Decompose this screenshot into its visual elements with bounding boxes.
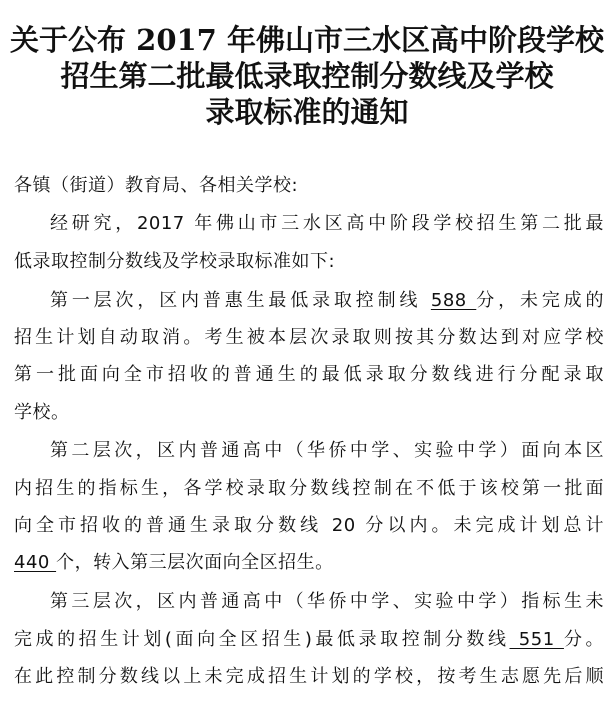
p3-line-3: 向全市招收的普通生录取分数线 20 分以内。未完成计划总计 (14, 515, 604, 536)
title-line-1: 关于公布 2017 年佛山市三水区高中阶段学校 (10, 23, 604, 57)
p2-line-2: 招生计划自动取消。考生被本层次录取则按其分数达到对应学校 (14, 327, 604, 348)
title-line-2: 招生第二批最低录取控制分数线及学校 (60, 59, 554, 93)
p4-line-1: 第三层次，区内普通高中（华侨中学、实验中学）指标生未 (50, 591, 604, 612)
p3-line-4 (14, 550, 604, 576)
p4-line-2 (14, 627, 604, 653)
title-line-3: 录取标准的通知 (205, 95, 409, 129)
p2-line-3: 第一批面向全市招收的普通生的最低录取分数线进行分配录取 (14, 364, 604, 385)
p2-line-4: 学校。 (14, 402, 70, 423)
p1-line-2: 低录取控制分数线及学校录取标准如下: (14, 251, 336, 272)
salutation: 各镇（街道）教育局、各相关学校: (14, 175, 299, 196)
p3-line-2: 内招生的指标生，各学校录取分数线控制在不低于该校第一批面 (14, 478, 604, 499)
p2-line-1 (50, 288, 604, 314)
p4-line-2-post: 分。 (563, 629, 604, 650)
p4-line-2-pre: 完成的招生计划(面向全区招生)最低录取控制分数线 (14, 629, 510, 650)
p2-line-1-post: 分，未完成的 (476, 290, 605, 311)
third-tier-score: 551 (509, 629, 564, 650)
p2-line-1-pre: 第一层次，区内普惠生最低录取控制线 (50, 290, 431, 311)
p3-line-1: 第二层次，区内普通高中（华侨中学、实验中学）面向本区 (50, 440, 604, 461)
p4-line-3: 在此控制分数线以上未完成招生计划的学校，按考生志愿先后顺 (14, 666, 604, 687)
unfilled-plan-count: 440 (14, 552, 57, 573)
first-tier-score: 588 (430, 290, 477, 311)
p1-line-1: 经研究，2017 年佛山市三水区高中阶段学校招生第二批最 (50, 213, 604, 234)
p3-line-4-post: 个，转入第三层次面向全区招生。 (56, 552, 334, 573)
